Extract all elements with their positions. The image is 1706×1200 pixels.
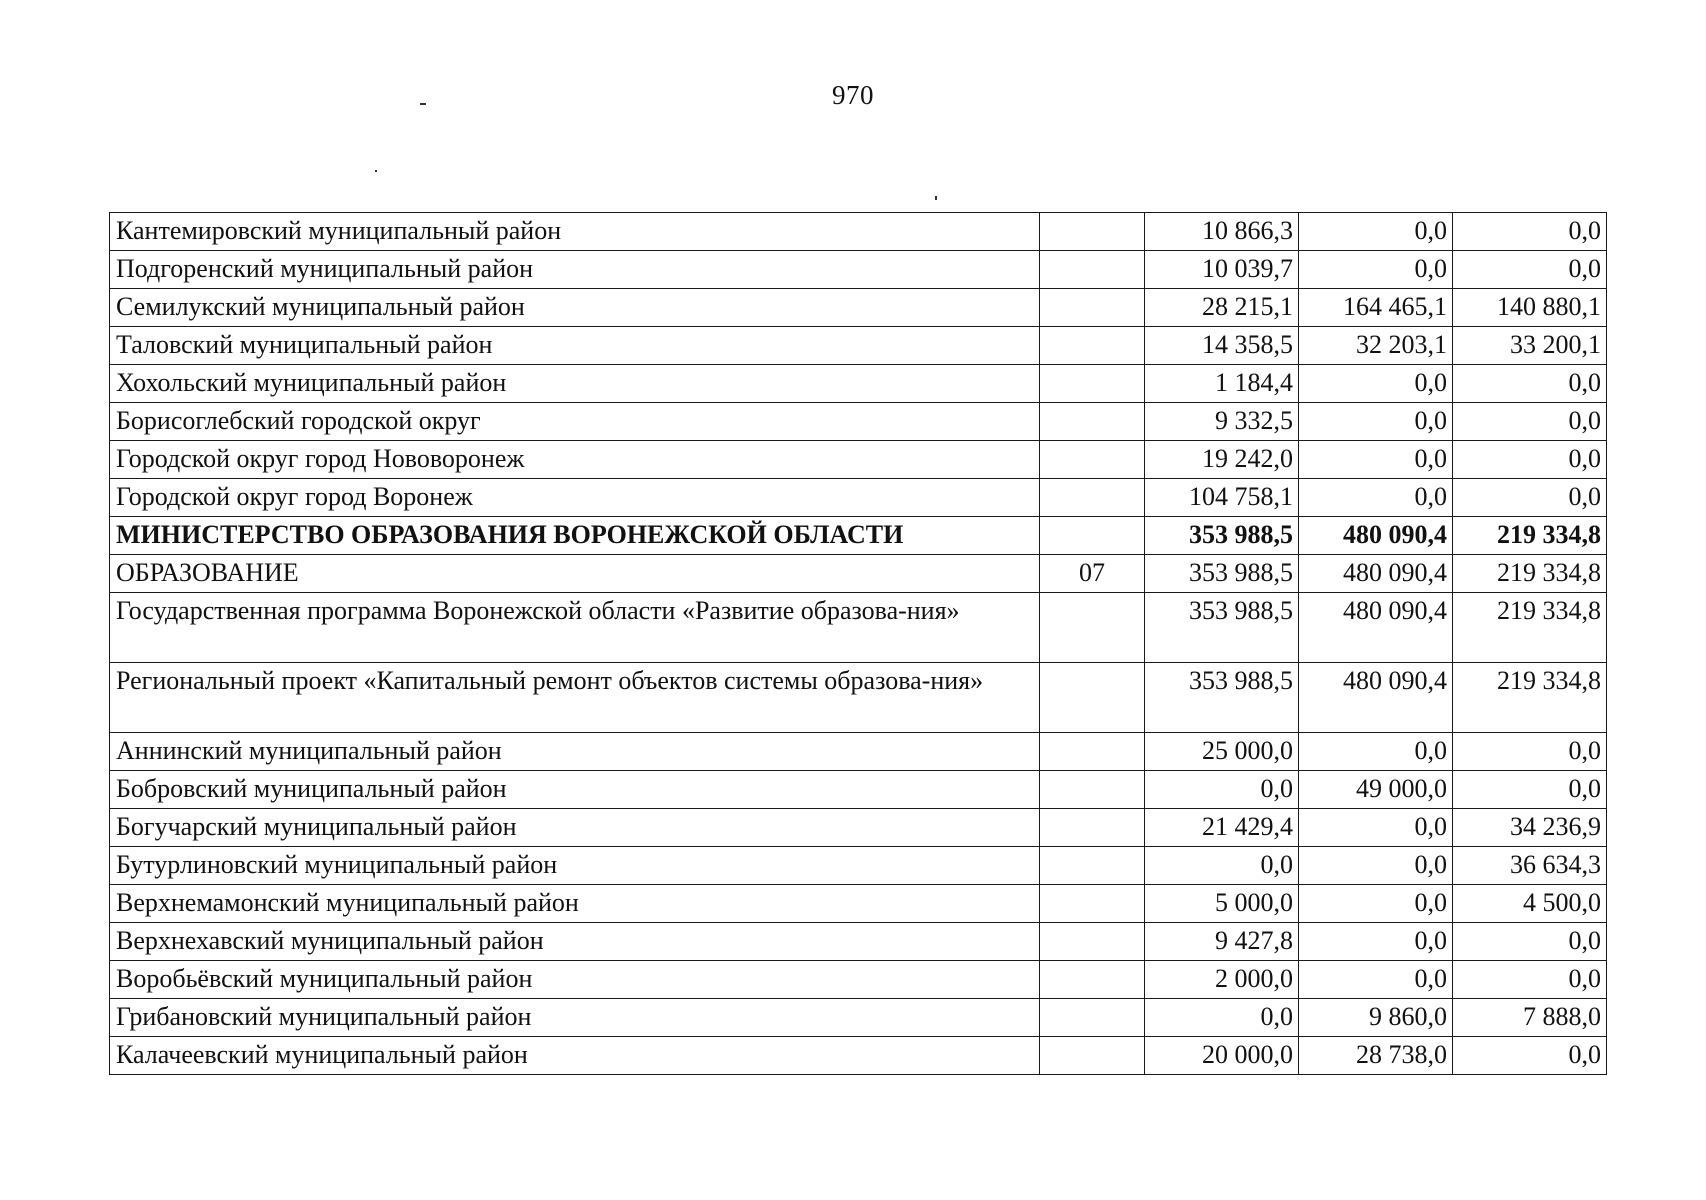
- scan-speck: [420, 103, 426, 105]
- row-name-cell: Таловский муниципальный район: [110, 327, 1040, 365]
- row-value-cell-3: 0,0: [1453, 923, 1607, 961]
- row-value-cell-1: 9 332,5: [1145, 403, 1299, 441]
- row-code-cell: 07: [1040, 555, 1145, 593]
- row-value-cell-2: 0,0: [1299, 809, 1453, 847]
- row-value-cell-3: 219 334,8: [1453, 517, 1607, 555]
- row-value-cell-1: 19 242,0: [1145, 441, 1299, 479]
- row-value-cell-3: 0,0: [1453, 771, 1607, 809]
- row-value-cell-3: 33 200,1: [1453, 327, 1607, 365]
- row-value-cell-3: 219 334,8: [1453, 593, 1607, 663]
- row-value-cell-2: 480 090,4: [1299, 555, 1453, 593]
- table-row: [110, 961, 1607, 999]
- row-value-cell-2: 0,0: [1299, 733, 1453, 771]
- row-value-cell-3: 0,0: [1453, 403, 1607, 441]
- row-value-cell-1: 353 988,5: [1145, 555, 1299, 593]
- row-name-cell: Богучарский муниципальный район: [110, 809, 1040, 847]
- row-value-cell-1: 14 358,5: [1145, 327, 1299, 365]
- row-name-cell: Грибановский муниципальный район: [110, 999, 1040, 1037]
- row-code-cell: [1040, 885, 1145, 923]
- row-value-cell-1: 9 427,8: [1145, 923, 1299, 961]
- row-code-cell: [1040, 593, 1145, 663]
- table-row: [110, 555, 1607, 593]
- row-value-cell-1: 104 758,1: [1145, 479, 1299, 517]
- row-code-cell: [1040, 517, 1145, 555]
- row-value-cell-2: 0,0: [1299, 213, 1453, 251]
- table-row: [110, 663, 1607, 733]
- row-value-cell-3: 4 500,0: [1453, 885, 1607, 923]
- row-value-cell-2: 0,0: [1299, 847, 1453, 885]
- row-name-cell: ОБРАЗОВАНИЕ: [110, 555, 1040, 593]
- row-code-cell: [1040, 441, 1145, 479]
- row-value-cell-1: 0,0: [1145, 771, 1299, 809]
- row-value-cell-2: 480 090,4: [1299, 593, 1453, 663]
- table-row: [110, 999, 1607, 1037]
- row-name-cell: Городской округ город Воронеж: [110, 479, 1040, 517]
- row-name-cell: Бобровский муниципальный район: [110, 771, 1040, 809]
- row-value-cell-2: 480 090,4: [1299, 663, 1453, 733]
- row-value-cell-1: 25 000,0: [1145, 733, 1299, 771]
- row-code-cell: [1040, 213, 1145, 251]
- row-code-cell: [1040, 999, 1145, 1037]
- row-code-cell: [1040, 251, 1145, 289]
- row-value-cell-2: 0,0: [1299, 251, 1453, 289]
- table-row: [110, 479, 1607, 517]
- row-value-cell-1: 0,0: [1145, 999, 1299, 1037]
- table-row: [110, 923, 1607, 961]
- row-code-cell: [1040, 479, 1145, 517]
- row-code-cell: [1040, 771, 1145, 809]
- row-name-cell: МИНИСТЕРСТВО ОБРАЗОВАНИЯ ВОРОНЕЖСКОЙ ОБЛАСТИ: [110, 517, 1040, 555]
- row-code-cell: [1040, 289, 1145, 327]
- row-name-cell: Верхнехавский муниципальный район: [110, 923, 1040, 961]
- table-row: [110, 365, 1607, 403]
- row-name-cell: Городской округ город Нововоронеж: [110, 441, 1040, 479]
- row-code-cell: [1040, 1037, 1145, 1075]
- row-value-cell-3: 0,0: [1453, 365, 1607, 403]
- row-name-cell: Кантемировский муниципальный район: [110, 213, 1040, 251]
- table-row: [110, 733, 1607, 771]
- row-value-cell-2: 9 860,0: [1299, 999, 1453, 1037]
- row-value-cell-2: 480 090,4: [1299, 517, 1453, 555]
- table-row: [110, 213, 1607, 251]
- budget-table: [109, 212, 1607, 1075]
- row-value-cell-1: 5 000,0: [1145, 885, 1299, 923]
- page-number: 970: [832, 80, 874, 110]
- row-value-cell-2: 0,0: [1299, 403, 1453, 441]
- row-name-cell: Борисоглебский городской округ: [110, 403, 1040, 441]
- table-row: [110, 441, 1607, 479]
- row-value-cell-2: 0,0: [1299, 365, 1453, 403]
- table-row: [110, 809, 1607, 847]
- row-code-cell: [1040, 961, 1145, 999]
- row-name-cell: Семилукский муниципальный район: [110, 289, 1040, 327]
- row-name-cell: Калачеевский муниципальный район: [110, 1037, 1040, 1075]
- row-value-cell-1: 28 215,1: [1145, 289, 1299, 327]
- row-value-cell-1: 10 866,3: [1145, 213, 1299, 251]
- row-value-cell-2: 28 738,0: [1299, 1037, 1453, 1075]
- table-row: [110, 403, 1607, 441]
- row-name-cell: Государственная программа Воронежской области «Развитие образова-ния»: [110, 593, 1040, 663]
- row-value-cell-3: 0,0: [1453, 479, 1607, 517]
- table-row: [110, 771, 1607, 809]
- row-value-cell-1: 10 039,7: [1145, 251, 1299, 289]
- row-value-cell-3: 219 334,8: [1453, 555, 1607, 593]
- table-row: [110, 289, 1607, 327]
- row-value-cell-2: 0,0: [1299, 961, 1453, 999]
- table-row: [110, 847, 1607, 885]
- row-name-cell: Хохольский муниципальный район: [110, 365, 1040, 403]
- row-value-cell-3: 34 236,9: [1453, 809, 1607, 847]
- row-value-cell-2: 0,0: [1299, 885, 1453, 923]
- row-value-cell-1: 353 988,5: [1145, 517, 1299, 555]
- row-code-cell: [1040, 733, 1145, 771]
- row-code-cell: [1040, 809, 1145, 847]
- row-value-cell-1: 353 988,5: [1145, 593, 1299, 663]
- row-value-cell-3: 0,0: [1453, 251, 1607, 289]
- row-value-cell-2: 164 465,1: [1299, 289, 1453, 327]
- row-value-cell-3: 0,0: [1453, 441, 1607, 479]
- row-value-cell-2: 0,0: [1299, 441, 1453, 479]
- table-row: [110, 517, 1607, 555]
- scan-speck: [935, 196, 937, 200]
- row-value-cell-1: 353 988,5: [1145, 663, 1299, 733]
- row-value-cell-3: 7 888,0: [1453, 999, 1607, 1037]
- row-value-cell-2: 32 203,1: [1299, 327, 1453, 365]
- row-value-cell-1: 20 000,0: [1145, 1037, 1299, 1075]
- row-value-cell-2: 0,0: [1299, 479, 1453, 517]
- row-value-cell-1: 0,0: [1145, 847, 1299, 885]
- row-value-cell-1: 21 429,4: [1145, 809, 1299, 847]
- row-value-cell-3: 0,0: [1453, 961, 1607, 999]
- row-value-cell-2: 0,0: [1299, 923, 1453, 961]
- row-name-cell: Аннинский муниципальный район: [110, 733, 1040, 771]
- scan-speck: [375, 170, 377, 172]
- budget-table-body: [110, 213, 1607, 1075]
- row-code-cell: [1040, 663, 1145, 733]
- row-name-cell: Воробьёвский муниципальный район: [110, 961, 1040, 999]
- row-value-cell-1: 2 000,0: [1145, 961, 1299, 999]
- row-name-cell: Верхнемамонский муниципальный район: [110, 885, 1040, 923]
- row-value-cell-3: 219 334,8: [1453, 663, 1607, 733]
- row-code-cell: [1040, 403, 1145, 441]
- row-code-cell: [1040, 923, 1145, 961]
- row-name-cell: Бутурлиновский муниципальный район: [110, 847, 1040, 885]
- row-value-cell-3: 0,0: [1453, 733, 1607, 771]
- table-row: [110, 251, 1607, 289]
- row-code-cell: [1040, 847, 1145, 885]
- row-name-cell: Подгоренский муниципальный район: [110, 251, 1040, 289]
- row-code-cell: [1040, 327, 1145, 365]
- table-row: [110, 1037, 1607, 1075]
- row-value-cell-3: 0,0: [1453, 213, 1607, 251]
- table-row: [110, 885, 1607, 923]
- row-value-cell-1: 1 184,4: [1145, 365, 1299, 403]
- table-row: [110, 593, 1607, 663]
- row-value-cell-3: 36 634,3: [1453, 847, 1607, 885]
- row-name-cell: Региональный проект «Капитальный ремонт объектов системы образова-ния»: [110, 663, 1040, 733]
- row-value-cell-3: 0,0: [1453, 1037, 1607, 1075]
- row-value-cell-3: 140 880,1: [1453, 289, 1607, 327]
- row-value-cell-2: 49 000,0: [1299, 771, 1453, 809]
- table-row: [110, 327, 1607, 365]
- row-code-cell: [1040, 365, 1145, 403]
